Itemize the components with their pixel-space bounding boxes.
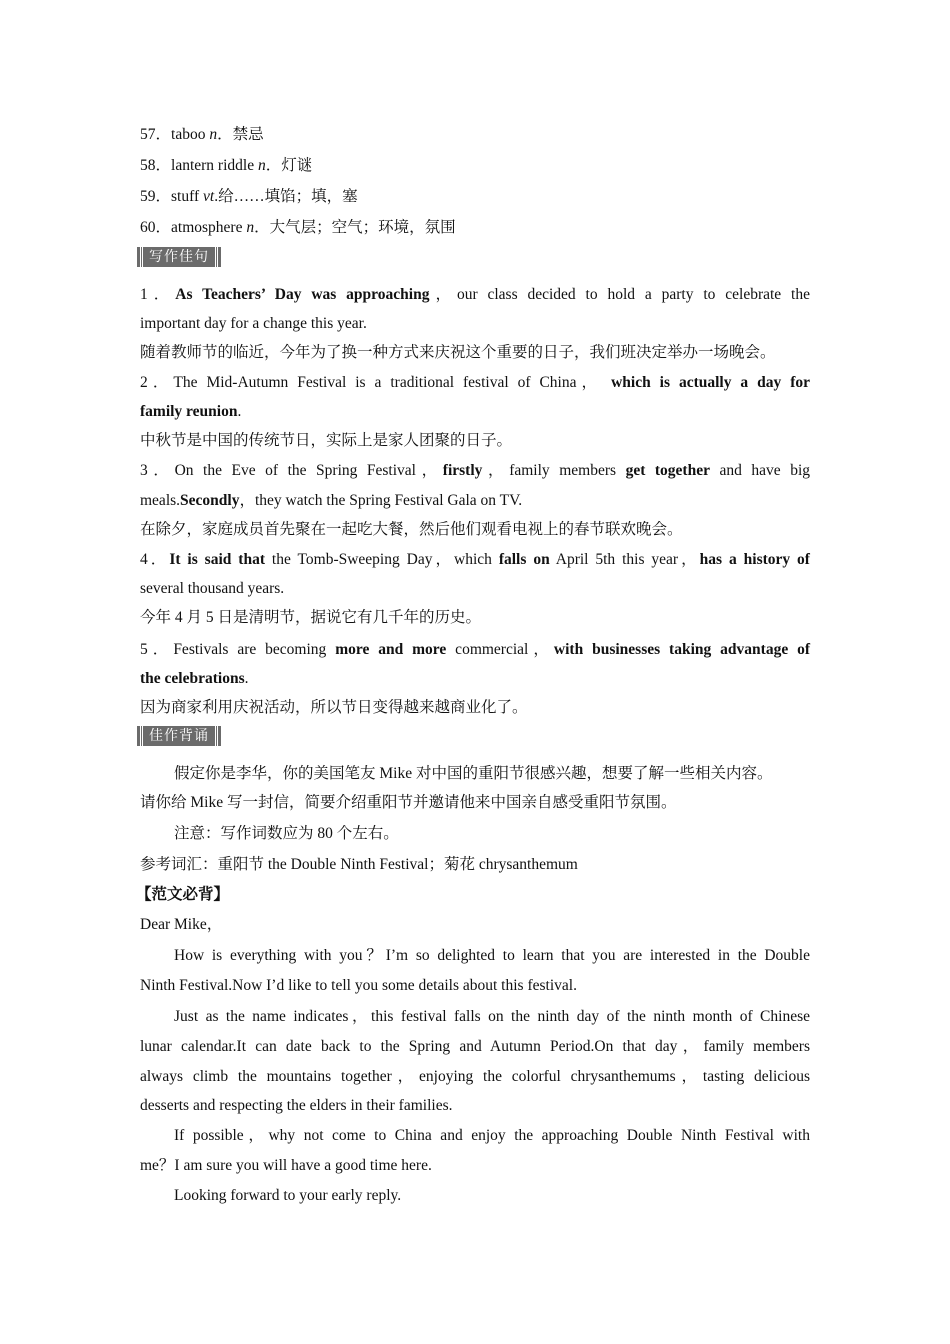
sentence-3-line-2: meals.Secondly，they watch the Spring Festival Gala on TV. xyxy=(140,492,523,509)
sentence-4-translation: 今年 4 月 5 日是清明节，据说它有几千年的历史。 xyxy=(140,609,482,626)
sentence-1-line-1: 1．As Teachers’ Day was approaching，our class decided to hold a party to celebrate the xyxy=(140,286,810,303)
vocab-item-60: 60．atmosphere n．大气层；空气；环境，氛围 xyxy=(140,219,456,236)
task-prompt-line-1: 假定你是李华，你的美国笔友 Mike 对中国的重阳节很感兴趣，想要了解一些相关内容。 xyxy=(174,765,773,782)
section-badge-model-essay: 佳作背诵 xyxy=(140,726,218,746)
letter-p2-line-2: lunar calendar.It can date back to the Spring and Autumn Period.On that day，family members xyxy=(140,1038,810,1055)
sentence-3-line-1: 3．On the Eve of the Spring Festival，firstly，family members get together and have big xyxy=(140,462,811,479)
letter-p1-line-1: How is everything with you？I’m so delighted to learn that you are interested in the Double xyxy=(174,947,810,964)
sentence-2-translation: 中秋节是中国的传统节日，实际上是家人团聚的日子。 xyxy=(140,432,513,449)
section-badge-writing-sentences: 写作佳句 xyxy=(140,247,218,267)
task-reference-words: 参考词汇：重阳节 the Double Ninth Festival；菊花 chrysanthemum xyxy=(140,856,578,873)
sentence-5-translation: 因为商家利用庆祝活动，所以节日变得越来越商业化了。 xyxy=(140,699,528,716)
sentence-5-line-2: the celebrations. xyxy=(140,670,249,687)
sentence-1-translation: 随着教师节的临近，今年为了换一种方式来庆祝这个重要的日子，我们班决定举办一场晚会。 xyxy=(140,344,776,361)
sentence-5-line-1: 5．Festivals are becoming more and more commercial，with businesses taking advantage of xyxy=(140,641,811,658)
letter-p2-line-3: always climb the mountains together，enjoying the colorful chrysanthemums，tasting delicious xyxy=(140,1068,810,1085)
sentence-1-line-2: important day for a change this year. xyxy=(140,315,367,332)
vocab-item-57: 57．taboo n．禁忌 xyxy=(140,126,264,143)
task-prompt-line-2: 请你给 Mike 写一封信，简要介绍重阳节并邀请他来中国亲自感受重阳节氛围。 xyxy=(140,794,677,811)
letter-closing: Looking forward to your early reply. xyxy=(174,1187,402,1204)
letter-p2-line-4: desserts and respecting the elders in their families. xyxy=(140,1097,453,1114)
letter-p2-line-1: Just as the name indicates，this festival falls on the ninth day of the ninth month of Chinese xyxy=(174,1008,810,1025)
sentence-2-line-2: family reunion. xyxy=(140,403,242,420)
vocab-item-59: 59．stuff vt.给……填馅；填，塞 xyxy=(140,188,358,205)
sentence-3-translation: 在除夕，家庭成员首先聚在一起吃大餐，然后他们观看电视上的春节联欢晚会。 xyxy=(140,521,683,538)
sentence-2-line-1: 2．The Mid-Autumn Festival is a traditional festival of China， which is actually a day for xyxy=(140,374,810,391)
letter-greeting: Dear Mike， xyxy=(140,916,223,933)
vocab-item-58: 58．lantern riddle n．灯谜 xyxy=(140,157,313,174)
task-note: 注意：写作词数应为 80 个左右。 xyxy=(174,825,399,842)
model-essay-title: 【范文必背】 xyxy=(136,886,230,903)
letter-p1-line-2: Ninth Festival.Now I’d like to tell you some details about this festival. xyxy=(140,977,577,994)
letter-p3-line-1: If possible，why not come to China and enjoy the approaching Double Ninth Festival with xyxy=(174,1127,810,1144)
sentence-4-line-2: several thousand years. xyxy=(140,580,285,597)
sentence-4-line-1: 4．It is said that the Tomb-Sweeping Day，which falls on April 5th this year，has a history of xyxy=(140,551,810,568)
letter-p3-line-2: me？I am sure you will have a good time here. xyxy=(140,1157,432,1174)
